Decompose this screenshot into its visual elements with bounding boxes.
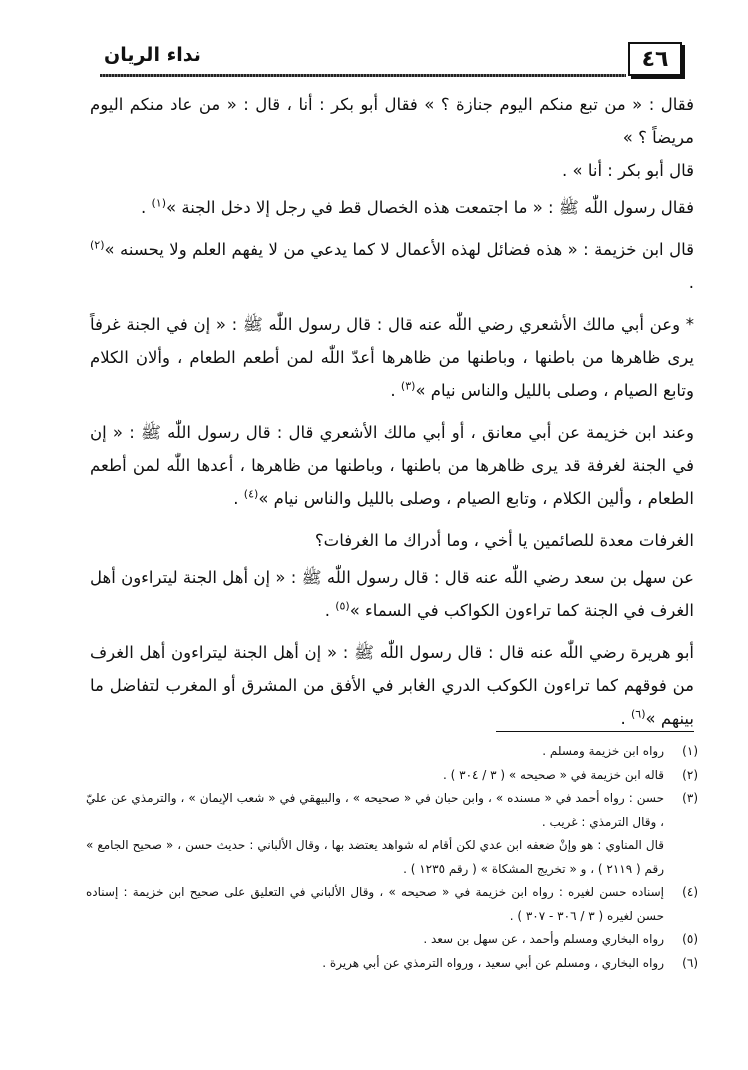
running-title: نداء الريان xyxy=(104,44,201,66)
footnote-text: قال المناوي : هو وإنْ ضعفه ابن عدي لكن أقام له شواهد يعتضد بها ، وقال الألباني : حديث حسن ، « صحيح الجامع » رقم ( ٢١١٩ ) ، و « تخريج المشكاة » ( رقم ١٢٣٥ ) . xyxy=(86,838,664,876)
paragraph-6-text: الغرفات معدة للصائمين يا أخي ، وما أدراك ما الغرفات؟ xyxy=(314,531,694,550)
page-header xyxy=(90,34,690,78)
footnote-separator xyxy=(496,731,694,732)
paragraph-4: * وعن أبي مالك الأشعري رضي اللّٰه عنه قال : قال رسول اللّٰه ﷺ : « إن في الجنة غرفاً يرى ظاهرها من باطنها ، وباطنها من ظاهرها أعدّ اللّٰه لمن أطعم الطعام ، وألان الكلام وتابع الصيام ، وصلى بالليل والناس نيام »$^{(٣)}$ . xyxy=(90,315,694,400)
footnote-ref-3: (٣) xyxy=(400,379,416,393)
footnote-ref-4: (٤) xyxy=(243,487,259,501)
paragraph-3: قال ابن خزيمة : « هذه فضائل لهذه الأعمال لا كما يدعي من لا يفهم العلم ولا يحسنه »$^{(٢)}$ . xyxy=(90,238,694,292)
paragraph-8-text: أبو هريرة رضي اللّٰه عنه قال : قال رسول اللّٰه ﷺ : « إن أهل الجنة ليتراءون أهل الغرف من فوقهم كما تراءون الكوكب الدري الغابر في الأفق من المشرق أو المغرب لتفاضل ما بينهم » xyxy=(90,643,694,728)
footnote-ref-6: (٦) xyxy=(631,707,646,721)
footnote-number: (٥) xyxy=(682,932,698,946)
page-number: ٤٦ xyxy=(628,42,682,76)
paragraph-2-text: فقال رسول اللّٰه ﷺ : « ما اجتمعت هذه الخصال قط في رجل إلا دخل الجنة » xyxy=(166,198,694,217)
header-rule xyxy=(100,74,626,77)
footnote-number: (٦) xyxy=(682,955,698,970)
paragraph-4-text: * وعن أبي مالك الأشعري رضي اللّٰه عنه قال : قال رسول اللّٰه ﷺ : « إن في الجنة غرفاً يرى ظاهرها من باطنها ، وباطنها من ظاهرها أعدّ اللّٰه لمن أطعم الطعام ، وألان الكلام وتابع الصيام ، وصلى بالليل والناس نيام » xyxy=(90,315,694,400)
footnote-text: حسن : رواه أحمد في « مسنده » ، وابن حبان في « صحيحه » ، والبيهقي في « شعب الإيمان » ، والترمذي عن عليّ ، وقال الترمذي : غريب . xyxy=(86,791,664,829)
footnote-ref-2: (٢) xyxy=(90,238,105,252)
paragraph-1-line-1: فقال : « من تبع منكم اليوم جنازة ؟ » فقال أبو بكر : أنا ، قال : « من عاد منكم اليوم مريضاً ؟ » xyxy=(90,95,694,147)
paragraph-8: أبو هريرة رضي اللّٰه عنه قال : قال رسول اللّٰه ﷺ : « إن أهل الجنة ليتراءون أهل الغرف من فوقهم كما تراءون الكوكب الدري الغابر في الأفق من المشرق أو المغرب لتفاضل ما بينهم »$^{(٦)}$ . xyxy=(90,643,694,728)
paragraph-7: عن سهل بن سعد رضي اللّٰه عنه قال : قال رسول اللّٰه ﷺ : « إن أهل الجنة ليتراءون أهل الغرف في الجنة كما تراءون الكواكب في السماء »$^{(٥)}$ . xyxy=(90,568,694,620)
footnote-text: قاله ابن خزيمة في « صحيحه » ( ٣ / ٣٠٤ ) . xyxy=(443,767,664,782)
footnote xyxy=(86,764,698,788)
paragraph-2: فقال رسول اللّٰه ﷺ : « ما اجتمعت هذه الخصال قط في رجل إلا دخل الجنة »$^{(١)}$ . xyxy=(141,196,694,217)
paragraph-5-text: وعند ابن خزيمة عن أبي معانق ، أو أبي مالك الأشعري قال : قال رسول اللّٰه ﷺ : « إن في الجنة لغرفة قد يرى ظاهرها من باطنها ، وباطنها من ظاهرها ، أعدها اللّٰه لمن أطعم الطعام ، وألين الكلام ، وتابع الصيام ، وصلى بالليل والناس نيام » xyxy=(90,423,694,508)
footnote-continuation xyxy=(86,834,698,881)
paragraph-3-text: قال ابن خزيمة : « هذه فضائل لهذه الأعمال لا كما يدعي من لا يفهم العلم ولا يحسنه » xyxy=(104,240,694,259)
footnote-number: (٢) xyxy=(682,767,698,782)
footnote-text: رواه ابن خزيمة ومسلم . xyxy=(542,744,664,758)
footnote-number: (٣) xyxy=(682,791,698,805)
footnote-ref-1: (١) xyxy=(151,196,167,210)
footnote xyxy=(86,952,698,976)
footnote-text: إسناده حسن لغيره : رواه ابن خزيمة في « صحيحه » ، وقال الألباني في التعليق على صحيح ابن خزيمة : إسناده حسن لغيره ( ٣ / ٣٠٦ - ٣٠٧ ) . xyxy=(86,885,664,923)
footnote-number: (١) xyxy=(682,744,698,758)
paragraph-1 xyxy=(90,88,694,187)
footnote xyxy=(86,787,698,834)
footnote-text: رواه البخاري ، ومسلم عن أبي سعيد ، ورواه الترمذي عن أبي هريرة . xyxy=(322,955,664,970)
footnote-text: رواه البخاري ومسلم وأحمد ، عن سهل بن سعد . xyxy=(423,932,664,946)
main-text xyxy=(90,88,694,744)
footnote xyxy=(86,928,698,952)
footnote-number: (٤) xyxy=(682,885,698,899)
paragraph-5: وعند ابن خزيمة عن أبي معانق ، أو أبي مالك الأشعري قال : قال رسول اللّٰه ﷺ : « إن في الجنة لغرفة قد يرى ظاهرها من باطنها ، وباطنها من ظاهرها ، أعدها اللّٰه لمن أطعم الطعام ، وألين الكلام ، وتابع الصيام ، وصلى بالليل والناس نيام »$^{(٤)}$ . xyxy=(90,423,694,508)
paragraph-1-line-2: قال أبو بكر : أنا » . xyxy=(562,161,694,180)
footnote xyxy=(86,881,698,928)
footnotes xyxy=(86,740,698,975)
paragraph-6 xyxy=(90,524,694,557)
footnote-ref-5: (٥) xyxy=(335,599,350,613)
paragraph-7-text: عن سهل بن سعد رضي اللّٰه عنه قال : قال رسول اللّٰه ﷺ : « إن أهل الجنة ليتراءون أهل الغرف في الجنة كما تراءون الكواكب في السماء » xyxy=(90,568,694,620)
footnote xyxy=(86,740,698,764)
